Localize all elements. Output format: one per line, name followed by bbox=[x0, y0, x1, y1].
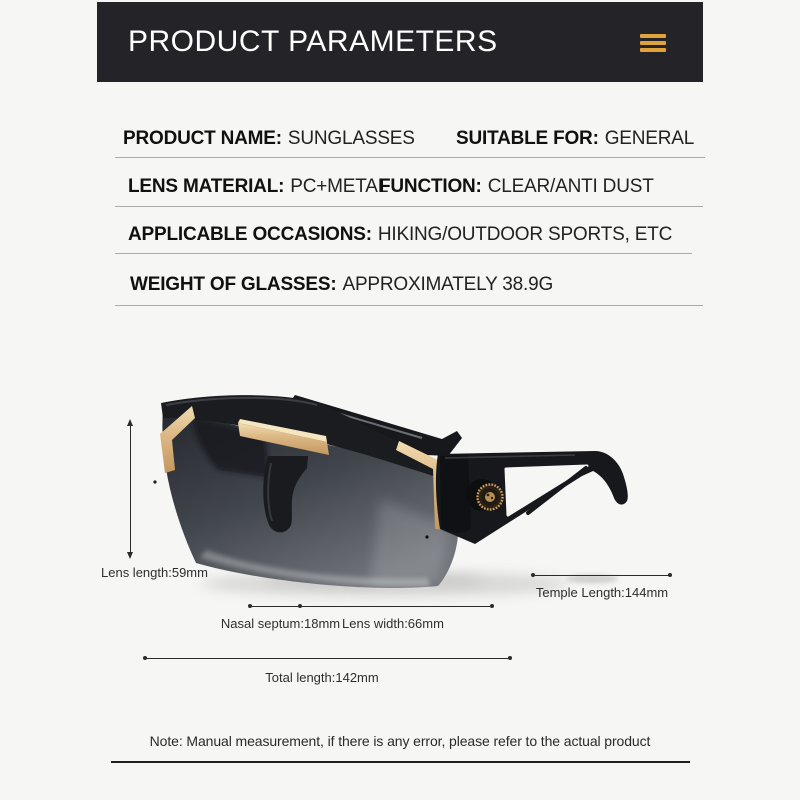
spec-value: PC+METAL bbox=[290, 176, 389, 197]
spec-value: GENERAL bbox=[604, 128, 695, 149]
lens-length-measure-line bbox=[130, 424, 131, 554]
spec-suitable-for bbox=[456, 128, 694, 150]
total-length-label: Total length:142mm bbox=[265, 670, 379, 685]
nasal-lens-measure-line bbox=[250, 606, 492, 607]
hamburger-bar bbox=[640, 34, 666, 38]
spec-value: SUNGLASSES bbox=[287, 128, 415, 149]
row-divider bbox=[115, 305, 703, 306]
sunglasses-product-photo bbox=[130, 378, 690, 608]
hamburger-bar bbox=[640, 48, 666, 52]
spec-value: HIKING/OUTDOOR SPORTS, ETC bbox=[377, 224, 673, 245]
header-banner bbox=[97, 2, 703, 82]
spec-lens-material bbox=[128, 176, 388, 198]
lens-length-label: Lens length:59mm bbox=[101, 565, 208, 580]
spec-label: WEIGHT OF GLASSES: bbox=[130, 274, 337, 295]
total-length-measure-line bbox=[145, 658, 510, 659]
arrow-up-icon bbox=[127, 419, 133, 426]
spec-label: PRODUCT NAME: bbox=[123, 128, 282, 149]
spec-label: APPLICABLE OCCASIONS: bbox=[128, 224, 372, 245]
spec-function bbox=[379, 176, 654, 198]
lens-width-label: Lens width:66mm bbox=[342, 616, 444, 631]
row-divider bbox=[115, 253, 692, 254]
temple-length-label: Temple Length:144mm bbox=[535, 585, 669, 600]
row-divider bbox=[115, 206, 703, 207]
spec-weight bbox=[130, 274, 553, 296]
spec-applicable-occasions bbox=[128, 224, 672, 246]
spec-product-name bbox=[123, 128, 415, 150]
spec-label: LENS MATERIAL: bbox=[128, 176, 285, 197]
spec-value: APPROXIMATELY 38.9G bbox=[342, 274, 554, 295]
spec-label: FUNCTION: bbox=[379, 176, 482, 197]
page-title: PRODUCT PARAMETERS bbox=[128, 25, 498, 58]
temple-length-measure-line bbox=[533, 575, 670, 576]
arrow-down-icon bbox=[127, 552, 133, 559]
spec-value: CLEAR/ANTI DUST bbox=[487, 176, 654, 197]
footer-note: Note: Manual measurement, if there is any error, please refer to the actual product bbox=[149, 733, 651, 749]
hamburger-icon bbox=[640, 34, 666, 52]
nasal-septum-label: Nasal septum:18mm bbox=[220, 616, 341, 631]
bottom-rule bbox=[111, 761, 690, 763]
row-divider bbox=[115, 157, 705, 158]
hamburger-bar bbox=[640, 41, 666, 45]
spec-label: SUITABLE FOR: bbox=[456, 128, 599, 149]
